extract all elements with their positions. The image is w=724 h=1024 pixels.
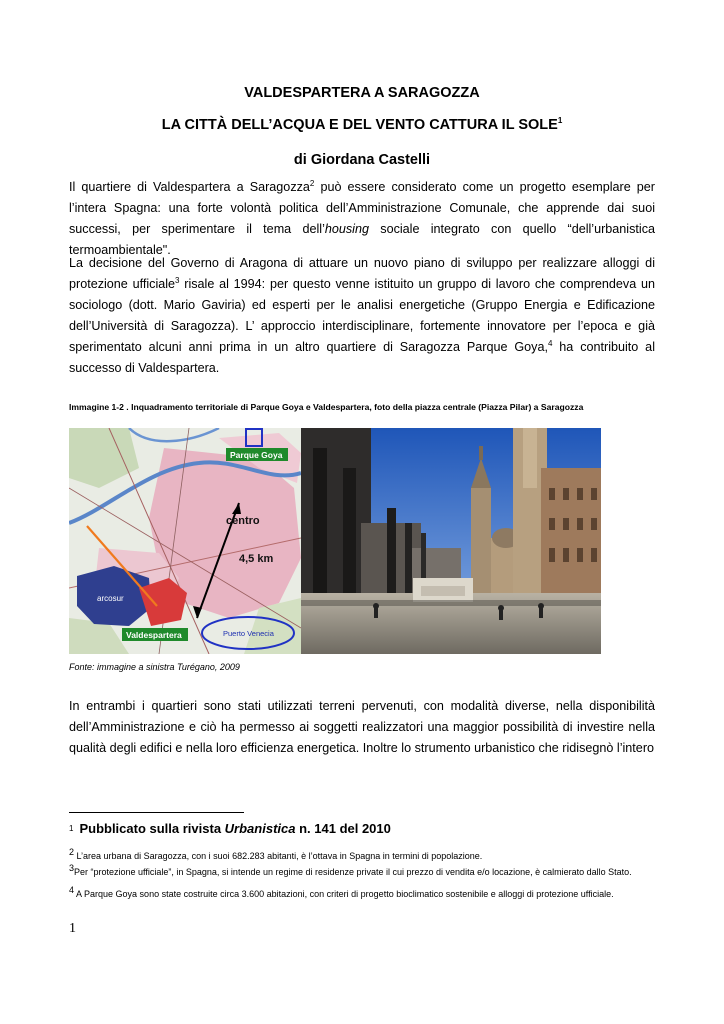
map-image — [69, 428, 301, 654]
author-line: di Giordana Castelli — [293, 152, 431, 168]
figure-source: Fonte: immagine a sinistra Turégano, 2009 — [69, 662, 240, 672]
footnote-1: 1 Pubblicato sulla rivista Urbanistica n. 141 del 2010 — [69, 821, 391, 836]
figure — [69, 428, 601, 654]
map-label-puerto-venecia: Puerto Venecia — [223, 629, 274, 638]
footnote-2: $^2$ L’area urbana di Saragozza, con i suoi 682.283 abitanti, è l’ottava in Spagna in termini di popolazione. — [69, 847, 483, 861]
map-label-distance: 4,5 km — [239, 553, 274, 565]
footnote-ref-4[interactable]: 4 — [547, 338, 553, 348]
footnote-ref-2[interactable]: 2 — [309, 178, 315, 188]
footnote-4: $^4$ A Parque Goya sono state costruite circa 3.600 abitazioni, con criteri di progetto bioclimatico sostenibile e alloggi di protezione ufficiale. — [69, 885, 614, 899]
paragraph-2: La decisione del Governo di Aragona di attuare un nuovo piano di sviluppo per realizzare alloggi di protezione ufficiale$^3$ risale al 1994: per questo venne istituito un gruppo di lavoro che comprendeva un sociologo (dott. Mario Gaviria) ed esperti per le analisi energetiche (Gruppo Energia e Edificazione dell’Università di Saragozza). L’ approccio interdisciplinare, fortemente innovatore per l’epoca e già sperimentato alcuni anni prima in un altro quartiere di Saragozza Parque Goya,$^4$ ha contribuito al successo di Valdespartera. — [69, 256, 655, 375]
footnote-ref-3[interactable]: 3 — [175, 275, 180, 285]
figure-caption: Immagine 1-2 . Inquadramento territoriale di Parque Goya e Valdespartera, foto della piazza centrale (Piazza Pilar) a Saragozza — [69, 402, 584, 412]
map-label-parque-goya: Parque Goya — [230, 450, 283, 460]
footnote-separator — [69, 812, 244, 813]
plaza-photo — [301, 428, 601, 654]
map-label-centro: centro — [226, 515, 260, 527]
document-subtitle: LA CITTÀ DELL’ACQUA E DEL VENTO CATTURA IL SOLE$^1$ — [161, 116, 563, 133]
map-label-valdespartera: Valdespartera — [126, 630, 182, 640]
footnote-3: $^3$Per “protezione ufficiale”, in Spagna, si intende un regime di residenze private il cui prezzo di vendita e/o locazione, è calmierato dallo Stato. — [69, 863, 632, 877]
footnote-ref-1[interactable]: 1 — [557, 116, 563, 126]
paragraph-3: In entrambi i quartieri sono stati utilizzati terreni pervenuti, con modalità diverse, nella disponibilità dell’Amministrazione e ciò ha permesso ai soggetti realizzatori una maggior possibilità di investire nella qualità degli edifici e nella loro efficienza energetica. Inoltre lo strumento urbanistico che ridisegnò l’intero — [69, 699, 655, 755]
document-title: VALDESPARTERA A SARAGOZZA — [244, 85, 480, 101]
map-label-arcosur: arcosur — [97, 594, 124, 603]
page-number: 1 — [69, 921, 76, 936]
paragraph-1: Il quartiere di Valdespartera a Saragozza$^2$ può essere considerato come un progetto esemplare per l’intera Spagna: una forte volontà politica dell’Amministrazione Comunale, che apprende dai suoi successi, per sperimentare il tema dell’housing sociale integrato con quello “dell’urbanistica termoambientale". — [69, 178, 656, 257]
